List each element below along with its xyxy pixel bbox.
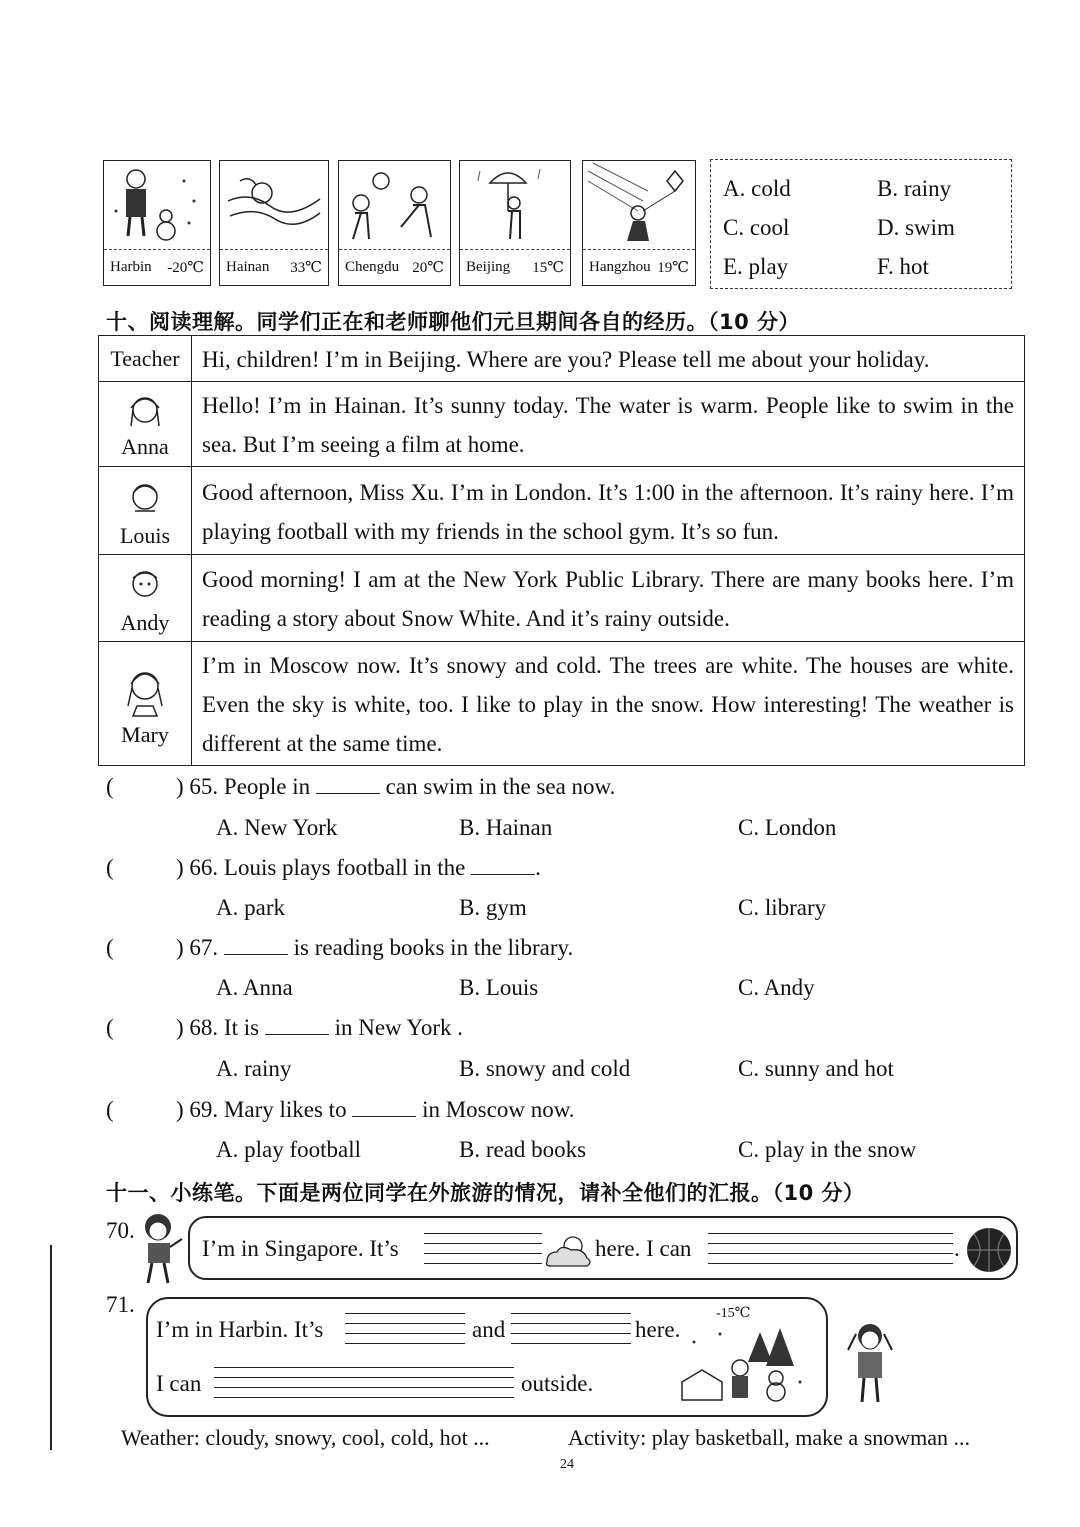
umbrella-icon <box>460 161 569 249</box>
q71-text-here: here. <box>635 1317 681 1342</box>
option-a: A. park <box>216 895 285 920</box>
speaker-cell <box>99 467 192 555</box>
picture-caption <box>104 249 210 285</box>
picture-caption <box>460 249 570 285</box>
question-text: can swim in the sea now. <box>385 774 616 799</box>
option-b: B. rainy <box>877 176 952 201</box>
boy-waving-icon <box>136 1207 188 1287</box>
option-a: A. New York <box>216 815 338 840</box>
answer-paren-open: ( <box>106 855 114 880</box>
q71-text-can: I can <box>156 1371 202 1396</box>
city-name: Hainan <box>226 259 270 275</box>
snow-scene-icon <box>680 1322 810 1402</box>
binding-margin-line <box>50 1245 52 1450</box>
option-a: A. cold <box>723 176 791 201</box>
temperature: 33℃ <box>290 260 322 276</box>
option-f: F. hot <box>877 254 929 279</box>
speaker-text: Hello! I’m in Hainan. It’s sunny today. The water is warm. People like to swim in the sea. But I’m seeing a film at home. <box>192 382 1025 467</box>
picture-caption <box>220 249 328 285</box>
speaker-cell <box>99 382 192 467</box>
boy-avatar-icon <box>125 562 165 606</box>
kite-icon <box>583 161 694 249</box>
speaker-name: Teacher <box>99 336 192 382</box>
reading-table <box>98 335 1025 766</box>
speaker-cell <box>99 642 192 766</box>
option-c: C. Andy <box>738 975 815 1000</box>
answer-lines <box>424 1224 542 1264</box>
temperature: 20℃ <box>412 260 444 276</box>
answer-paren-close: ) <box>176 935 184 960</box>
option-c: C. sunny and hot <box>738 1056 894 1081</box>
picture-hainan <box>219 160 329 286</box>
girl-standing-icon <box>842 1320 898 1406</box>
answer-paren-open: ( <box>106 935 114 960</box>
question-68 <box>106 1015 463 1041</box>
answer-lines <box>345 1304 465 1344</box>
snowman-icon <box>104 161 209 249</box>
picture-caption <box>583 249 695 285</box>
reading-row-louis <box>99 467 1025 555</box>
temperature: 15℃ <box>532 260 564 276</box>
answer-paren-close: ) <box>176 774 184 799</box>
question-65 <box>106 774 615 800</box>
answer-blank <box>316 775 380 794</box>
option-a: A. Anna <box>216 975 293 1000</box>
option-b: B. gym <box>459 895 527 920</box>
temperature-label: -15℃ <box>716 1306 751 1321</box>
picture-beijing <box>459 160 571 286</box>
question-67 <box>106 935 573 961</box>
city-name: Harbin <box>110 259 152 275</box>
q71-text-and: and <box>472 1317 506 1342</box>
picture-chengdu <box>338 160 451 286</box>
answer-blank <box>352 1098 416 1117</box>
question-text: 67. <box>189 935 219 960</box>
option-c: C. library <box>738 895 827 920</box>
question-text: 68. It is <box>189 1015 260 1040</box>
reading-row-andy <box>99 555 1025 642</box>
option-c: C. cool <box>723 215 790 240</box>
option-b: B. snowy and cold <box>459 1056 631 1081</box>
girl-avatar-icon <box>123 662 167 718</box>
kids-playing-ball-icon <box>339 161 449 249</box>
q71-text-start: I’m in Harbin. It’s <box>156 1317 324 1342</box>
hint-weather: Weather: cloudy, snowy, cool, cold, hot ... <box>121 1425 490 1450</box>
word-options-box <box>710 159 1012 289</box>
picture-caption <box>339 249 450 285</box>
answer-blank <box>224 936 288 955</box>
section-11-title: 十一、小练笔。下面是两位同学在外旅游的情况，请补全他们的汇报。（10 分） <box>106 1181 865 1205</box>
swimmer-icon <box>220 161 327 249</box>
temperature: 19℃ <box>657 260 689 276</box>
question-text: 66. Louis plays football in the <box>189 855 466 880</box>
option-a: A. rainy <box>216 1056 292 1081</box>
speaker-name: Mary <box>121 721 169 747</box>
question-69 <box>106 1097 575 1123</box>
speaker-name: Andy <box>120 610 170 635</box>
speaker-text: Hi, children! I’m in Beijing. Where are you? Please tell me about your holiday. <box>192 336 1025 382</box>
city-name: Beijing <box>466 259 511 275</box>
q70-text-mid: here. I can <box>595 1236 692 1261</box>
answer-lines <box>511 1304 631 1344</box>
q70-text-start: I’m in Singapore. It’s <box>202 1236 399 1261</box>
answer-paren-open: ( <box>106 774 114 799</box>
option-b: B. read books <box>459 1137 587 1162</box>
reading-row-teacher <box>99 336 1025 382</box>
city-name: Chengdu <box>345 259 400 275</box>
option-d: D. swim <box>877 215 955 240</box>
option-c: C. London <box>738 815 837 840</box>
basketball-icon <box>964 1225 1014 1275</box>
question-text: 69. Mary likes to <box>189 1097 347 1122</box>
question-70-number: 70. <box>106 1218 135 1243</box>
picture-harbin <box>103 160 211 286</box>
q70-text-end: . <box>954 1236 960 1261</box>
page-number: 24 <box>560 1457 574 1472</box>
option-a: A. play football <box>216 1137 361 1162</box>
speaker-text: Good morning! I am at the New York Public Library. There are many books here. I’m reading a story about Snow White. And it’s rainy outside. <box>192 555 1025 642</box>
picture-hangzhou <box>582 160 696 286</box>
girl-avatar-icon <box>125 390 165 430</box>
speaker-name: Anna <box>121 434 169 459</box>
answer-paren-close: ) <box>176 1097 184 1122</box>
answer-paren-close: ) <box>176 1015 184 1040</box>
question-text: 65. People in <box>189 774 311 799</box>
option-b: B. Hainan <box>459 815 553 840</box>
answer-blank <box>265 1016 329 1035</box>
question-text: in Moscow now. <box>422 1097 575 1122</box>
cloud-sun-icon <box>543 1234 595 1268</box>
answer-paren-close: ) <box>176 855 184 880</box>
answer-lines <box>708 1224 953 1264</box>
option-c: C. play in the snow <box>738 1137 917 1162</box>
city-name: Hangzhou <box>589 259 651 275</box>
answer-paren-open: ( <box>106 1097 114 1122</box>
question-66 <box>106 855 541 881</box>
question-text: . <box>535 855 541 880</box>
boy-avatar-icon <box>125 475 165 519</box>
speaker-text: Good afternoon, Miss Xu. I’m in London. It’s 1:00 in the afternoon. It’s rainy here. I’m playing football with my friends in the school gym. It’s so fun. <box>192 467 1025 555</box>
speaker-name: Louis <box>119 522 171 548</box>
question-text: is reading books in the library. <box>293 935 574 960</box>
answer-lines <box>214 1358 514 1398</box>
option-b: B. Louis <box>459 975 539 1000</box>
speaker-text: I’m in Moscow now. It’s snowy and cold. The trees are white. The houses are white. Even the sky is white, too. I like to play in the snow. How interesting! The weather is different at the same time. <box>192 642 1025 766</box>
question-71-number: 71. <box>106 1292 135 1317</box>
speaker-cell <box>99 555 192 642</box>
reading-row-anna <box>99 382 1025 467</box>
question-text: in New York . <box>334 1015 463 1040</box>
answer-paren-open: ( <box>106 1015 114 1040</box>
option-e: E. play <box>723 254 789 279</box>
answer-blank <box>471 856 535 875</box>
hint-activity: Activity: play basketball, make a snowman ... <box>568 1425 971 1450</box>
q71-text-out: outside. <box>521 1371 594 1396</box>
reading-row-mary <box>99 642 1025 766</box>
section-10-title: 十、阅读理解。同学们正在和老师聊他们元旦期间各自的经历。（10 分） <box>106 310 801 334</box>
temperature: -20℃ <box>167 260 204 276</box>
